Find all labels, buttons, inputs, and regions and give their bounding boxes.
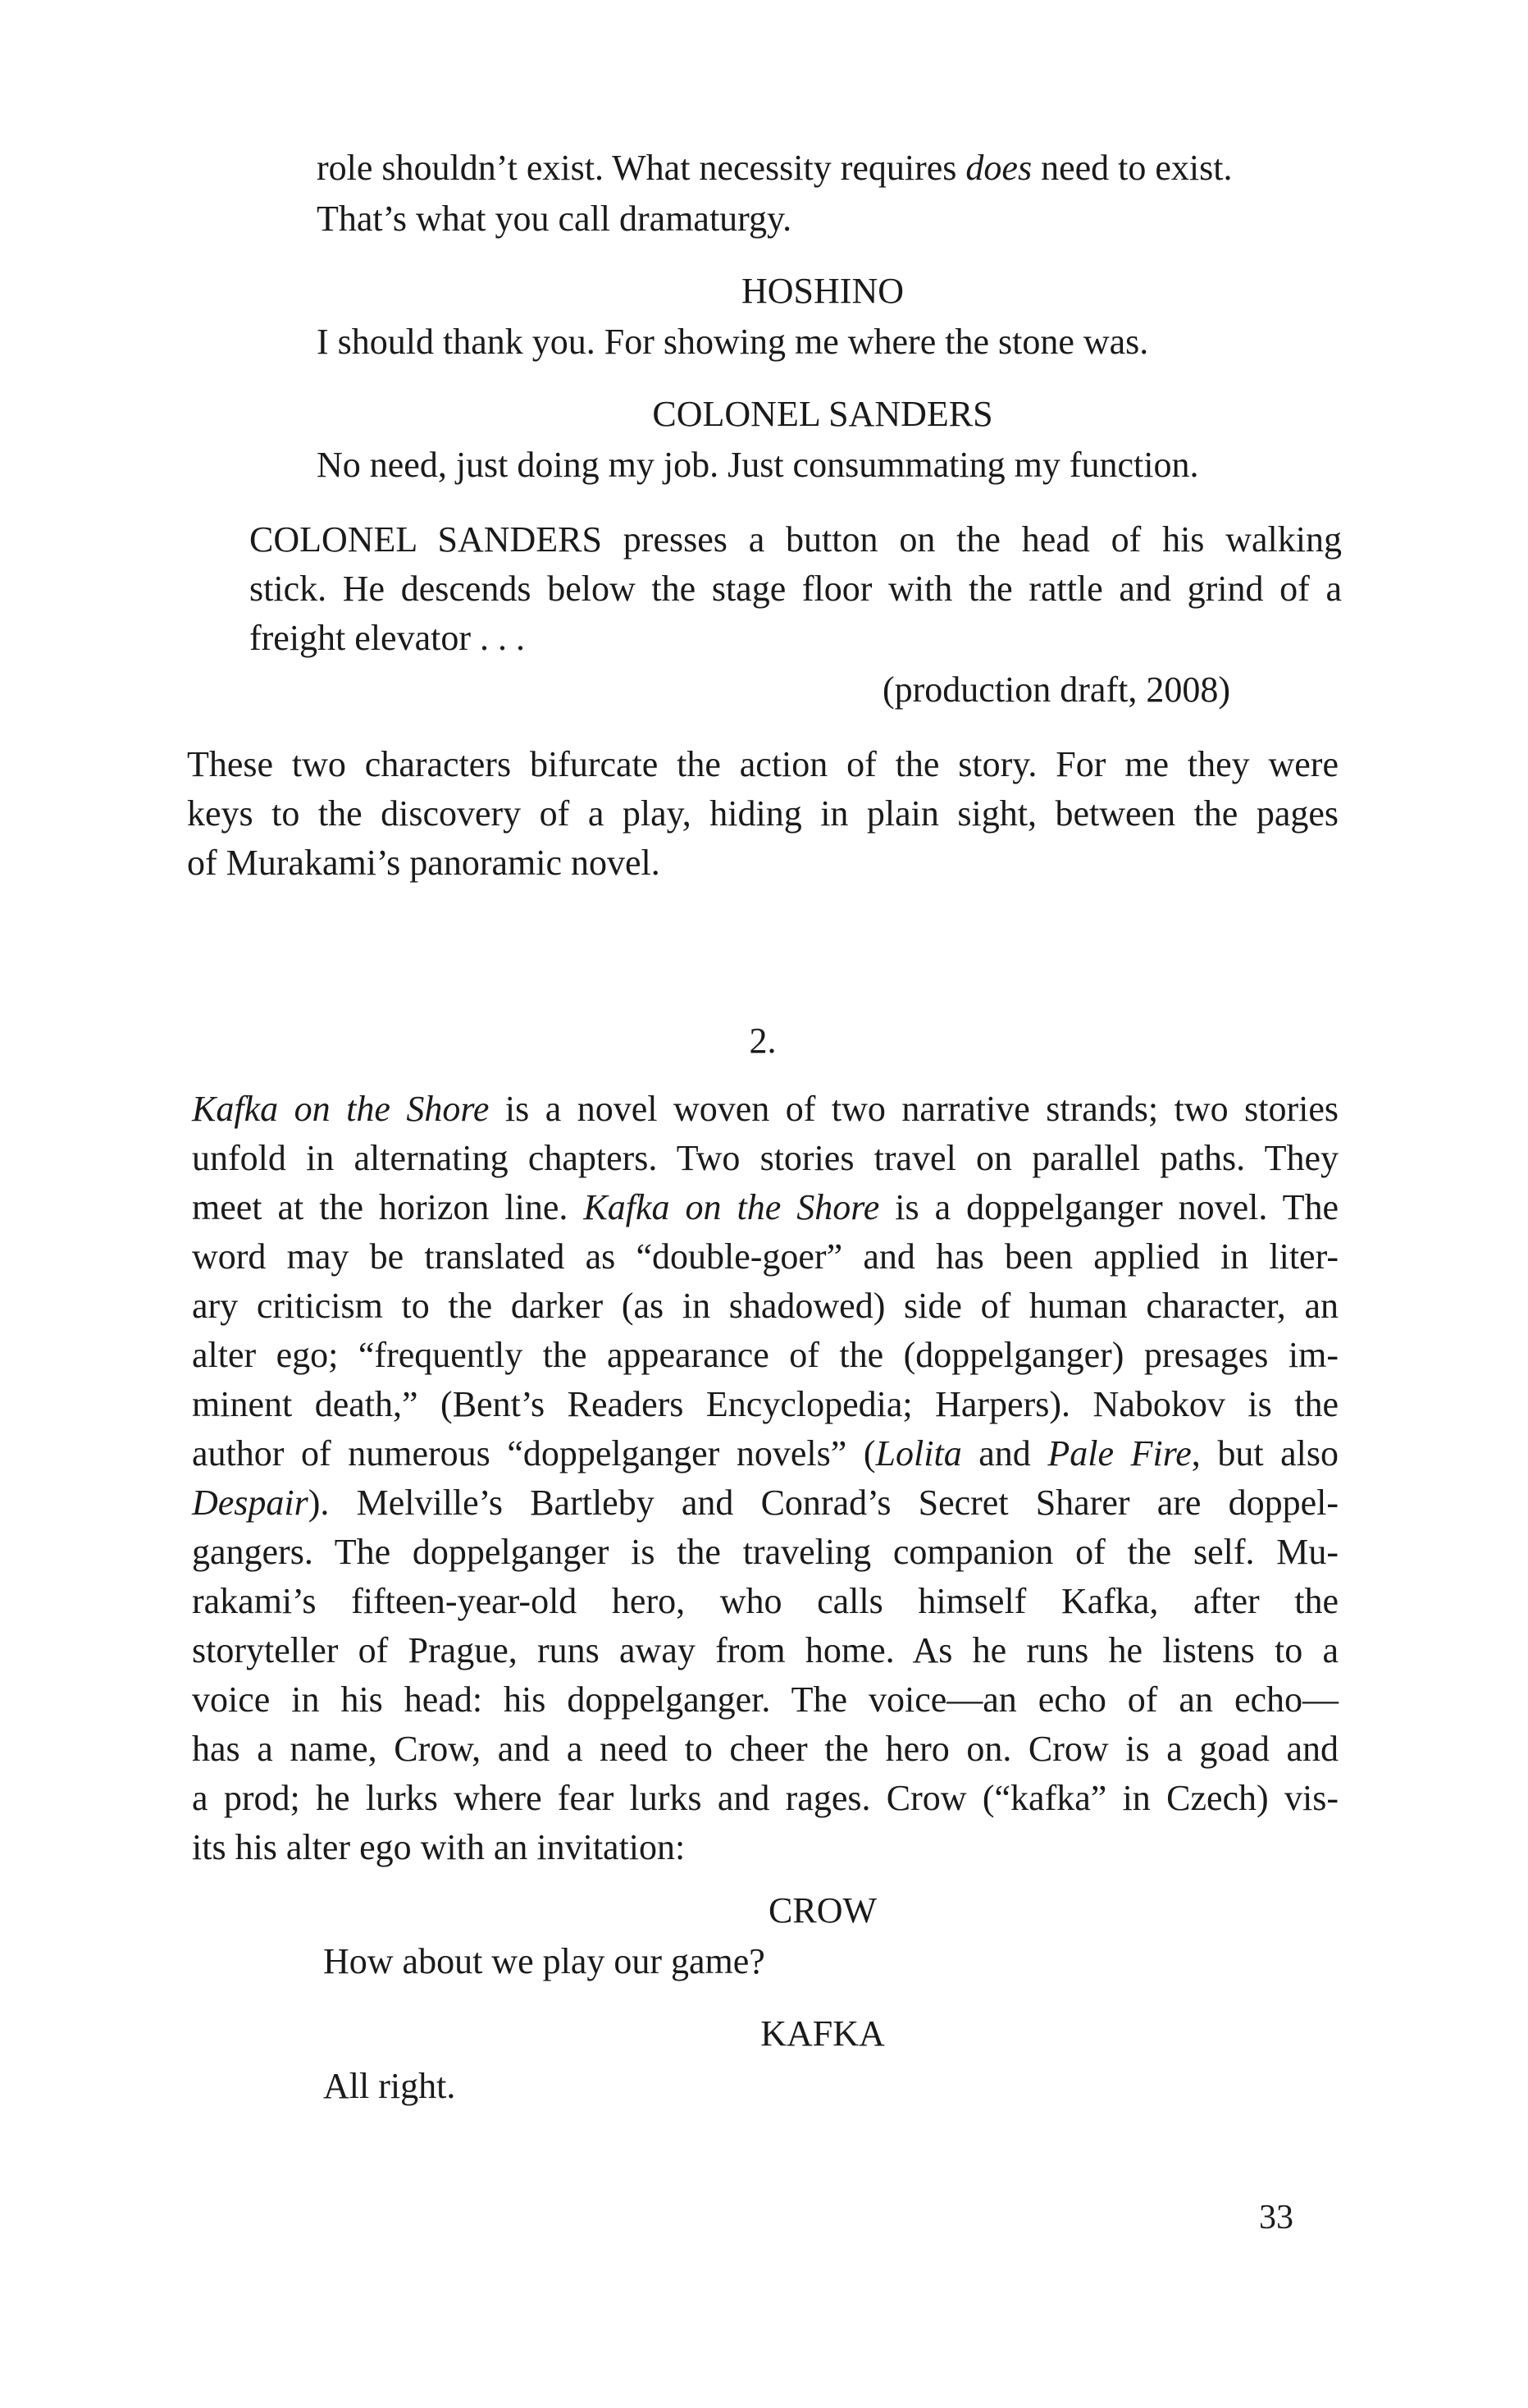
dialogue-line: All right. [323, 2066, 456, 2106]
dialogue-line: No need, just doing my job. Just consummating my function. [317, 445, 1199, 485]
page-number: 33 [1259, 2199, 1293, 2237]
speaker-name: COLONEL SANDERS [652, 394, 993, 434]
dialogue-line: I should thank you. For showing me where the stone was. [317, 322, 1149, 362]
stage-direction: COLONEL SANDERS presses a button on the head of his walking stick. He descends below the stage floor with the rattle and grind of a freight elevator . . . [249, 519, 1342, 658]
source-citation: (production draft, 2008) [883, 669, 1230, 710]
speaker-name: KAFKA [760, 2013, 885, 2054]
body-paragraph: Kafka on the Shore is a novel woven of two narrative strands; two stories unfold in alternating chapters. Two stories travel on parallel paths. They meet at the horizon line. Kafka on the Shore is a doppelganger novel. The word may be translated as “double-goer” and has been applied in liter- ary criticism to the darker (as in shadowed) side of human character, an alter ego; “frequently the appearance of the (doppelganger) presages im- minent death,” (Bent’s Readers Encyclopedia; Harpers). Nabokov is the author of numerous “doppelganger novels” (Lolita and Pale Fire, but also Despair). Melville’s Bartleby and Conrad’s Secret Sharer are doppel- gangers. The doppelganger is the traveling companion of the self. Mu- rakami’s fifteen-year-old hero, who calls himself Kafka, after the storyteller of Prague, runs away from home. As he runs he listens to a voice in his head: his doppelganger. The voice—an echo of an echo— has a name, Crow, and a need to cheer the hero on. Crow is a goad and a prod; he lurks where fear lurks and rages. Crow (“kafka” in Czech) vis- its his alter ego with an invitation: [192, 1089, 1339, 1867]
dialogue-line: That’s what you call dramaturgy. [317, 199, 792, 239]
section-number: 2. [749, 1021, 777, 1061]
body-paragraph: These two characters bifurcate the action of the story. For me they were keys to the discovery of a play, hiding in plain sight, between the pages of Murakami’s panoramic novel. [187, 744, 1339, 883]
speaker-name: HOSHINO [741, 271, 904, 311]
speaker-name: CROW [769, 1890, 877, 1931]
dialogue-line: How about we play our game? [323, 1941, 765, 1981]
dialogue-line: role shouldn’t exist. What necessity requires does need to exist. [317, 148, 1233, 188]
